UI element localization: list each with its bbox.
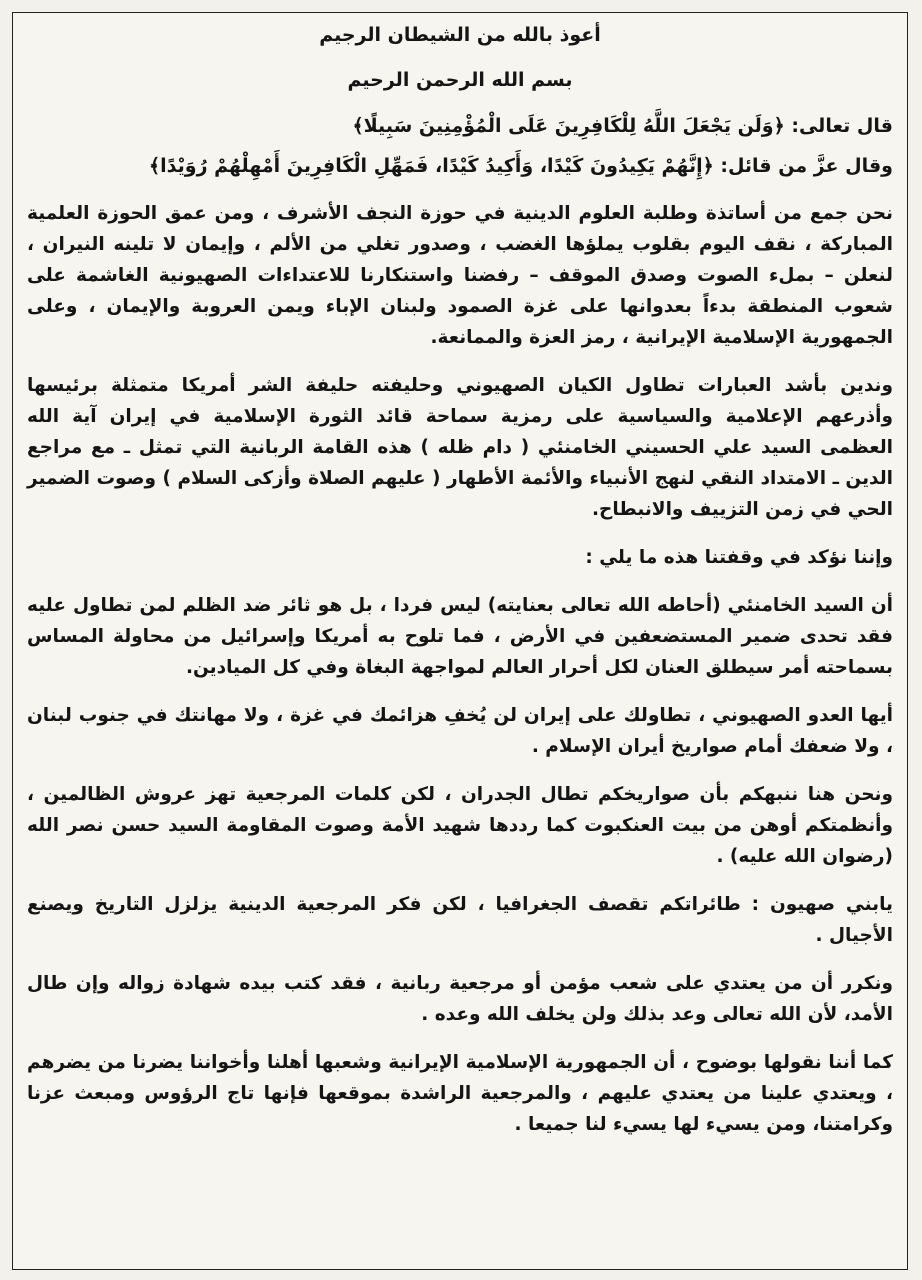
paragraph-intro: نحن جمع من أساتذة وطلبة العلوم الدينية في حوزة النجف الأشرف ، ومن عمق الحوزة العلمية المباركة ، نقف اليوم بقلوب يملؤها الغضب ، وصدور تغلي من الألم ، وإيمان لا تلينه النيران ، لنعلن – بملء الصوت وصدق الموقف – رفضنا واستنكارنا للاعتداءات الصهيونية الغاشمة على شعوب المنطقة بدءاً بعدوانها على غزة الصمود ولبنان الإباء ويمن العروبة والإيمان ، وعلى الجمهورية الإسلامية الإيرانية ، رمز العزة والممانعة. xyxy=(27,203,893,348)
isti-adha-heading: أعوذ بالله من الشيطان الرجيم xyxy=(319,24,601,46)
paragraph-point-enemy: أيها العدو الصهيوني ، تطاولك على إيران لن يُخفِ هزائمك في غزة ، ولا مهانتك في جنوب لبنان ، ولا ضعفك أمام صواريخ أيران الإسلام . xyxy=(27,705,893,757)
paragraph-point-missiles: ونحن هنا ننبهكم بأن صواريخكم تطال الجدران ، لكن كلمات المرجعية تهز عروش الظالمين ، وأنظمتكم أوهن من بيت العنكبوت كما رددها شهيد الأمة وصوت المقاومة السيد حسن نصر الله (رضوان الله عليه) . xyxy=(27,784,893,867)
paragraph-condemnation: وندين بأشد العبارات تطاول الكيان الصهيوني وحليفته حليفة الشر أمريكا متمثلة برئيسها وأذرعهم الإعلامية والسياسية على رمزية سماحة قائد الثورة الإسلامية في إيران آية الله العظمى السيد علي الحسيني الخامنئي ( دام ظله ) هذه القامة الربانية التي تمثل ـ مع مراجع الدين ـ الامتداد النقي لنهج الأنبياء والأئمة الأطهار ( عليهم الصلاة وأزكى السلام ) وصوت الضمير الحي في زمن التزييف والانبطاح. xyxy=(27,375,893,520)
basmala-heading: بسم الله الرحمن الرحيم xyxy=(347,69,573,91)
paragraph-point-zion: يابني صهيون : طائراتكم تقصف الجغرافيا ، لكن فكر المرجعية الدينية يزلزل التاريخ ويصنع الأجيال . xyxy=(27,894,893,946)
paragraph-point-leader: أن السيد الخامنئي (أحاطه الله تعالى بعنايته) ليس فردا ، بل هو ثائر ضد الظلم لمن تطاول عليه فقد تحدى ضمير المستضعفين في الأرض ، فما تلوح به أمريكا وإسرائيل من محاولة المساس بسماحته أمر سيطلق العنان لكل أحرار العالم لمواجهة البغاة وفي كل الميادين. xyxy=(27,595,893,678)
paragraph-conclusion: كما أننا نقولها بوضوح ، أن الجمهورية الإسلامية الإيرانية وشعبها أهلنا وأخواننا يضرنا من يضرهم ، ويعتدي علينا من يعتدي عليهم ، والمرجعية الراشدة بموقعها فإنها تاج الرؤوس ومبعث عزنا وكرامتنا، ومن يسيء لها يسيء لنا جميعا . xyxy=(27,1052,893,1135)
document-page xyxy=(12,12,908,1270)
paragraph-affirmation-lead: وإننا نؤكد في وقفتنا هذه ما يلي : xyxy=(585,547,893,568)
quran-verse-2: وقال عزَّ من قائل: ﴿إِنَّهُمْ يَكِيدُونَ كَيْدًا، وَأَكِيدُ كَيْدًا، فَمَهِّلِ الْكَافِرِينَ أَمْهِلْهُمْ رُوَيْدًا﴾ xyxy=(149,155,893,177)
document-body xyxy=(27,21,893,1261)
quran-verse-1: قال تعالى: ﴿وَلَن يَجْعَلَ اللَّهُ لِلْكَافِرِينَ عَلَى الْمُؤْمِنِينَ سَبِيلًا﴾ xyxy=(352,115,893,137)
paragraph-point-promise: ونكرر أن من يعتدي على شعب مؤمن أو مرجعية ربانية ، فقد كتب بيده شهادة زواله وإن طال الأمد، لأن الله تعالى وعد بذلك ولن يخلف الله وعده . xyxy=(27,973,893,1025)
